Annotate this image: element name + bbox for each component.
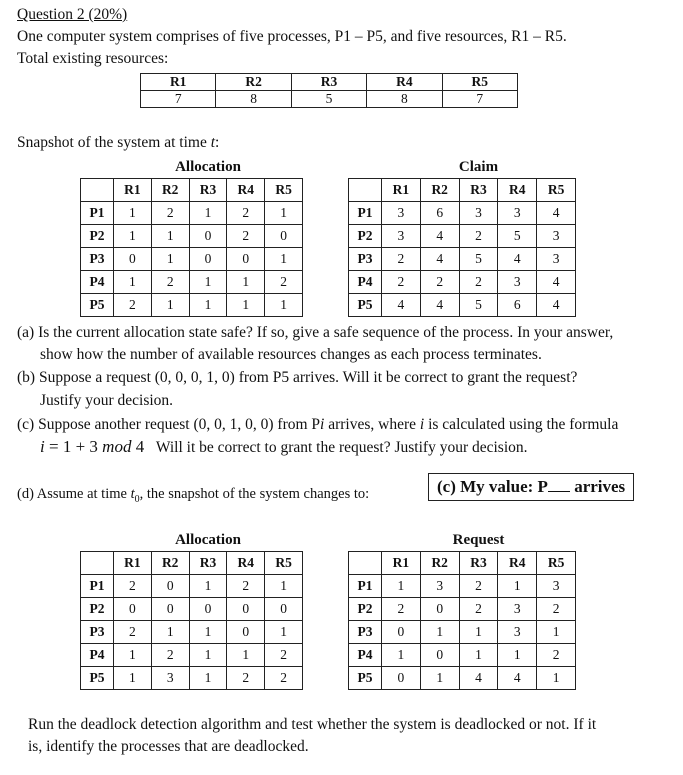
snapshot-label: Snapshot of the system at time t: [17, 134, 220, 151]
allocation-cell: 1 [151, 293, 189, 316]
allocation-t0-cell: 1 [265, 620, 303, 643]
claim-cell: 2 [382, 270, 421, 293]
claim-col-header: R1 [382, 178, 421, 201]
request-cell: 0 [420, 597, 459, 620]
allocation-process-label: P2 [81, 224, 114, 247]
allocation-t0-title: Allocation [175, 531, 241, 548]
request-cell: 1 [537, 666, 576, 689]
claim-cell: 3 [498, 201, 537, 224]
allocation-t0-cell: 0 [265, 597, 303, 620]
request-cell: 2 [537, 643, 576, 666]
allocation-cell: 2 [151, 201, 189, 224]
allocation-t0-cell: 2 [114, 574, 152, 597]
allocation-col-header: R2 [151, 178, 189, 201]
claim-process-label: P3 [349, 247, 382, 270]
my-value-box: (c) My value: P arrives [428, 473, 634, 501]
request-cell: 1 [498, 643, 537, 666]
claim-cell: 6 [498, 293, 537, 316]
claim-row [349, 224, 576, 247]
claim-cell: 4 [537, 293, 576, 316]
allocation-cell: 1 [265, 293, 303, 316]
request-row [349, 666, 576, 689]
total-header: R3 [291, 74, 366, 91]
part-c-line2: i = 1 + 3 mod 4 Will it be correct to grant the request? Justify your decision. [40, 437, 528, 456]
allocation-t0-process-label: P2 [81, 597, 114, 620]
question-intro: One computer system comprises of five processes, P1 – P5, and five resources, R1 – R5. [17, 28, 567, 45]
request-cell: 1 [459, 620, 498, 643]
allocation-cell: 1 [114, 224, 152, 247]
claim-cell: 4 [420, 224, 459, 247]
allocation-t0-cell: 2 [227, 666, 265, 689]
claim-col-header: R3 [459, 178, 498, 201]
allocation-title: Allocation [175, 158, 241, 175]
total-value: 5 [291, 91, 366, 108]
request-cell: 1 [382, 574, 421, 597]
claim-cell: 5 [459, 247, 498, 270]
claim-table [348, 157, 576, 317]
allocation-cell: 1 [151, 247, 189, 270]
claim-row [349, 247, 576, 270]
claim-cell: 2 [459, 270, 498, 293]
request-cell: 1 [498, 574, 537, 597]
allocation-cell: 1 [114, 201, 152, 224]
claim-cell: 3 [498, 270, 537, 293]
request-cell: 4 [459, 666, 498, 689]
allocation-t0-cell: 1 [189, 620, 227, 643]
claim-cell: 2 [420, 270, 459, 293]
request-cell: 3 [498, 620, 537, 643]
allocation-cell: 1 [189, 270, 227, 293]
allocation-t0-cell: 1 [189, 643, 227, 666]
claim-cell: 4 [382, 293, 421, 316]
total-header: R5 [442, 74, 517, 91]
claim-cell: 5 [498, 224, 537, 247]
allocation-cell: 1 [151, 224, 189, 247]
allocation-t0-cell: 1 [265, 574, 303, 597]
total-resources-label: Total existing resources: [17, 50, 169, 67]
request-col-header: R2 [420, 551, 459, 574]
total-header: R1 [141, 74, 216, 91]
request-cell: 3 [420, 574, 459, 597]
request-process-label: P3 [349, 620, 382, 643]
request-row [349, 620, 576, 643]
claim-cell: 4 [420, 247, 459, 270]
allocation-cell: 1 [114, 270, 152, 293]
allocation-cell: 2 [265, 270, 303, 293]
request-col-header: R4 [498, 551, 537, 574]
claim-cell: 3 [459, 201, 498, 224]
total-value: 7 [141, 91, 216, 108]
allocation-process-label: P1 [81, 201, 114, 224]
claim-process-label: P1 [349, 201, 382, 224]
allocation-cell: 1 [265, 247, 303, 270]
request-cell: 3 [537, 574, 576, 597]
claim-row [349, 293, 576, 316]
allocation-row [81, 224, 303, 247]
allocation-t0-cell: 2 [114, 620, 152, 643]
allocation-t0-cell: 1 [114, 643, 152, 666]
total-header: R4 [367, 74, 442, 91]
allocation-col-header: R3 [189, 178, 227, 201]
claim-row [349, 201, 576, 224]
claim-title: Claim [458, 158, 499, 175]
request-cell: 0 [382, 666, 421, 689]
request-process-label: P5 [349, 666, 382, 689]
allocation-t0-col-header: R5 [265, 551, 303, 574]
request-title: Request [452, 531, 505, 548]
allocation-row [81, 201, 303, 224]
total-value: 8 [367, 91, 442, 108]
allocation-cell: 0 [189, 247, 227, 270]
allocation-t0-cell: 0 [114, 597, 152, 620]
allocation-row [81, 270, 303, 293]
claim-corner [349, 178, 382, 201]
allocation-t0-row [81, 620, 303, 643]
claim-process-label: P4 [349, 270, 382, 293]
allocation-t0-cell: 0 [151, 574, 189, 597]
allocation-t0-col-header: R2 [151, 551, 189, 574]
total-value: 8 [216, 91, 291, 108]
allocation-table-t0 [80, 530, 303, 690]
question-title: Question 2 (20%) [17, 6, 128, 23]
part-c-line1: (c) Suppose another request (0, 0, 1, 0, 0) from Pi arrives, where i is calculated using the formula [17, 416, 619, 433]
allocation-t0-row [81, 574, 303, 597]
allocation-t0-cell: 0 [227, 597, 265, 620]
my-value-blank [548, 477, 570, 492]
allocation-t0-corner [81, 551, 114, 574]
allocation-cell: 0 [114, 247, 152, 270]
allocation-t0-row [81, 666, 303, 689]
request-col-header: R3 [459, 551, 498, 574]
allocation-t0-cell: 1 [227, 643, 265, 666]
request-col-header: R5 [537, 551, 576, 574]
claim-cell: 3 [537, 224, 576, 247]
allocation-t0-cell: 2 [265, 666, 303, 689]
claim-cell: 4 [537, 270, 576, 293]
part-b-line2: Justify your decision. [40, 392, 174, 409]
allocation-cell: 2 [227, 201, 265, 224]
claim-cell: 4 [498, 247, 537, 270]
allocation-t0-col-header: R1 [114, 551, 152, 574]
allocation-t0-cell: 1 [114, 666, 152, 689]
allocation-cell: 2 [114, 293, 152, 316]
allocation-cell: 1 [265, 201, 303, 224]
allocation-cell: 0 [265, 224, 303, 247]
allocation-row [81, 247, 303, 270]
request-table [348, 530, 576, 690]
allocation-t0-cell: 2 [151, 643, 189, 666]
allocation-corner [81, 178, 114, 201]
request-row [349, 574, 576, 597]
request-cell: 2 [382, 597, 421, 620]
allocation-t0-cell: 1 [189, 574, 227, 597]
final-line1: Run the deadlock detection algorithm and test whether the system is deadlocked or not. If it [28, 716, 597, 733]
claim-cell: 3 [382, 224, 421, 247]
claim-col-header: R2 [420, 178, 459, 201]
allocation-t0-cell: 0 [151, 597, 189, 620]
request-row [349, 643, 576, 666]
total-resources-table [140, 73, 518, 108]
allocation-t0-col-header: R3 [189, 551, 227, 574]
request-cell: 1 [382, 643, 421, 666]
claim-process-label: P5 [349, 293, 382, 316]
claim-cell: 3 [382, 201, 421, 224]
claim-col-header: R5 [537, 178, 576, 201]
request-cell: 4 [498, 666, 537, 689]
allocation-row [81, 293, 303, 316]
allocation-cell: 1 [189, 201, 227, 224]
part-d: (d) Assume at time $t_0$, the snapshot of the system changes to: [17, 486, 370, 505]
request-cell: 0 [420, 643, 459, 666]
total-value: 7 [442, 91, 517, 108]
allocation-t0-process-label: P4 [81, 643, 114, 666]
request-process-label: P2 [349, 597, 382, 620]
request-corner [349, 551, 382, 574]
allocation-t0-cell: 0 [227, 620, 265, 643]
allocation-cell: 2 [227, 224, 265, 247]
request-col-header: R1 [382, 551, 421, 574]
request-process-label: P4 [349, 643, 382, 666]
request-cell: 1 [420, 620, 459, 643]
allocation-cell: 1 [227, 293, 265, 316]
allocation-cell: 1 [189, 293, 227, 316]
allocation-t0-cell: 2 [227, 574, 265, 597]
allocation-col-header: R5 [265, 178, 303, 201]
part-b-line1: (b) Suppose a request (0, 0, 0, 1, 0) from P5 arrives. Will it be correct to grant the request? [17, 369, 578, 386]
allocation-process-label: P3 [81, 247, 114, 270]
allocation-cell: 1 [227, 270, 265, 293]
allocation-t0-row [81, 643, 303, 666]
request-row [349, 597, 576, 620]
claim-cell: 4 [420, 293, 459, 316]
claim-row [349, 270, 576, 293]
claim-col-header: R4 [498, 178, 537, 201]
allocation-t0-row [81, 597, 303, 620]
allocation-t0-col-header: R4 [227, 551, 265, 574]
allocation-t0-cell: 1 [189, 666, 227, 689]
allocation-col-header: R1 [114, 178, 152, 201]
request-cell: 3 [498, 597, 537, 620]
request-cell: 1 [537, 620, 576, 643]
claim-process-label: P2 [349, 224, 382, 247]
claim-cell: 2 [459, 224, 498, 247]
part-a-line1: (a) Is the current allocation state safe? If so, give a safe sequence of the process. In your answer, [17, 324, 614, 341]
allocation-cell: 2 [151, 270, 189, 293]
request-cell: 0 [382, 620, 421, 643]
allocation-t0-process-label: P1 [81, 574, 114, 597]
request-process-label: P1 [349, 574, 382, 597]
request-cell: 2 [459, 597, 498, 620]
allocation-t0-cell: 3 [151, 666, 189, 689]
request-cell: 1 [420, 666, 459, 689]
request-cell: 2 [537, 597, 576, 620]
allocation-t0-process-label: P5 [81, 666, 114, 689]
claim-cell: 5 [459, 293, 498, 316]
allocation-table [80, 157, 303, 317]
request-cell: 2 [459, 574, 498, 597]
allocation-t0-process-label: P3 [81, 620, 114, 643]
part-a-line2: show how the number of available resources changes as each process terminates. [40, 346, 542, 363]
allocation-col-header: R4 [227, 178, 265, 201]
allocation-t0-cell: 1 [151, 620, 189, 643]
allocation-t0-cell: 0 [189, 597, 227, 620]
allocation-process-label: P4 [81, 270, 114, 293]
allocation-cell: 0 [189, 224, 227, 247]
claim-cell: 4 [537, 201, 576, 224]
claim-cell: 6 [420, 201, 459, 224]
allocation-t0-cell: 2 [265, 643, 303, 666]
allocation-cell: 0 [227, 247, 265, 270]
claim-cell: 3 [537, 247, 576, 270]
request-cell: 1 [459, 643, 498, 666]
total-header: R2 [216, 74, 291, 91]
claim-cell: 2 [382, 247, 421, 270]
allocation-process-label: P5 [81, 293, 114, 316]
final-line2: is, identify the processes that are deadlocked. [28, 738, 309, 755]
